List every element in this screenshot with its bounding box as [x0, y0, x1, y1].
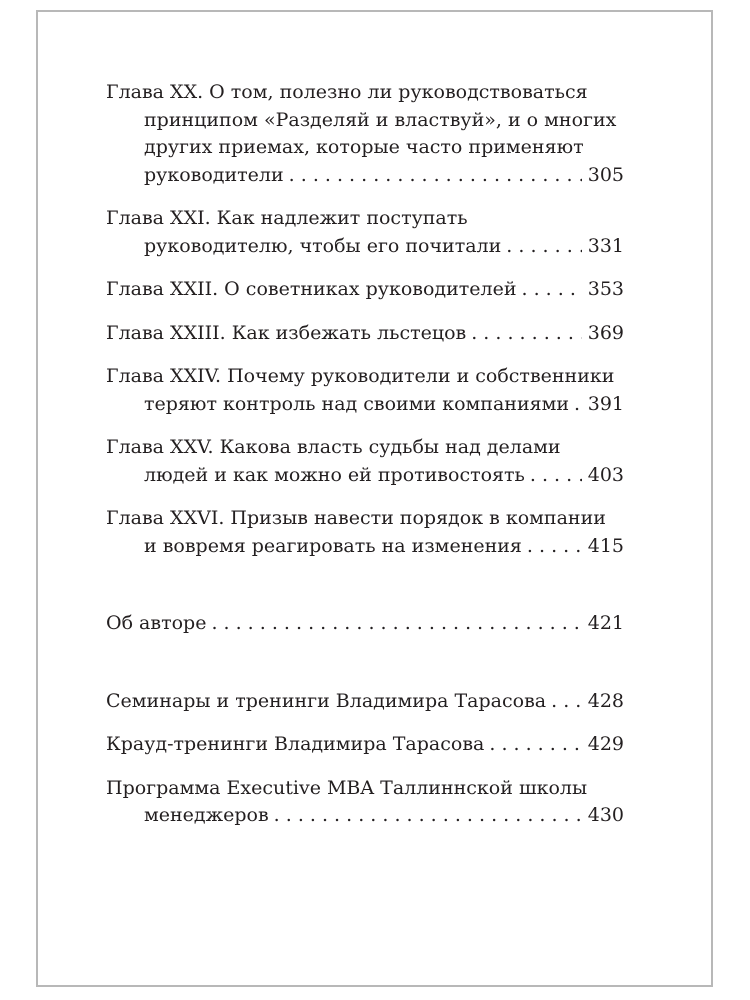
toc-page-number: 305 [587, 163, 624, 186]
toc-entry-leader-line [106, 731, 624, 759]
toc-page-number: 415 [587, 534, 624, 557]
toc-entry-title-line: Глава XXVI. Призыв навести порядок в компании [106, 507, 606, 529]
toc-entry-about-author[interactable] [106, 610, 624, 638]
toc-entry-leader-line [106, 233, 624, 261]
toc-entry-title-line: Глава XXIII. Как избежать льстецов [106, 321, 467, 344]
toc-entry-title-line: теряют контроль над своими компаниями [144, 392, 570, 415]
toc-page-number: 428 [587, 689, 624, 712]
toc-page-number: 421 [587, 612, 624, 634]
toc-entry-chapter-22[interactable] [106, 276, 624, 304]
dot-leader [574, 391, 582, 419]
toc-entry-leader-line [106, 533, 624, 561]
toc-page-number: 353 [587, 278, 624, 300]
toc-entry-title-line: Семинары и тренинги Владимира Тарасова [106, 689, 547, 712]
toc-entry-title-line: Глава XXI. Как надлежит поступать [106, 207, 468, 229]
toc-entry-leader-line [106, 162, 624, 190]
toc-entry-chapter-26[interactable] [106, 505, 624, 560]
toc-entry-executive-mba[interactable] [106, 775, 624, 830]
dot-leader [551, 688, 582, 716]
toc-entry-title-line: Глава XXIV. Почему руководители и собственники [106, 365, 615, 387]
toc-entry-leader-line [106, 688, 624, 716]
toc-entry-chapter-25[interactable] [106, 434, 624, 489]
toc-entry-title-line: руководители [144, 163, 284, 186]
dot-leader [471, 320, 582, 348]
toc-entry-chapter-23[interactable] [106, 320, 624, 348]
toc-entry-title-line: Глава XXII. О советниках руководителей [106, 278, 517, 300]
toc-entry-leader-line [106, 802, 624, 830]
toc-entry-chapter-20[interactable] [106, 79, 624, 189]
dot-leader [289, 162, 582, 190]
toc-entry-leader-line [106, 276, 624, 304]
toc-entry-leader-line [106, 391, 624, 419]
toc-page-number: 429 [587, 733, 624, 755]
toc-entry-chapter-21[interactable] [106, 205, 624, 260]
toc-entry-title-line: Об авторе [106, 612, 207, 634]
toc-entry-title-line: менеджеров [144, 804, 269, 826]
toc-entry-title-line: принципом «Разделяй и властвуй», и о многих [144, 108, 617, 131]
toc-entry-seminars[interactable] [106, 688, 624, 716]
dot-leader [506, 233, 581, 261]
toc-entry-title-line: других приемах, которые часто применяют [144, 136, 584, 158]
toc-page-number: 391 [587, 392, 624, 415]
table-of-contents [106, 79, 624, 830]
toc-page-number: 331 [587, 234, 624, 257]
toc-page-number: 369 [587, 321, 624, 344]
dot-leader [522, 276, 582, 304]
toc-entry-crowd-trainings[interactable] [106, 731, 624, 759]
toc-entry-title-line: и вовремя реагировать на изменения [144, 534, 522, 557]
dot-leader [274, 802, 582, 830]
toc-page-number: 430 [587, 804, 624, 826]
toc-entry-leader-line [106, 320, 624, 348]
toc-entry-chapter-24[interactable] [106, 363, 624, 418]
dot-leader [211, 610, 581, 638]
toc-entry-title-line: Глава XX. О том, полезно ли руководствоваться [106, 81, 588, 103]
dot-leader [489, 731, 581, 759]
toc-entry-leader-line [106, 462, 624, 490]
toc-entry-title-line: людей и как можно ей противостоять [144, 463, 525, 486]
toc-entry-title-line: Крауд-тренинги Владимира Тарасова [106, 733, 485, 755]
toc-entry-title-line: Глава XXV. Какова власть судьбы над делами [106, 436, 561, 458]
toc-entry-title-line: руководителю, чтобы его почитали [144, 234, 502, 257]
dot-leader [530, 462, 582, 490]
toc-page-number: 403 [587, 463, 624, 486]
toc-entry-leader-line [106, 610, 624, 638]
dot-leader [527, 533, 582, 561]
toc-entry-title-line: Программа Executive MBA Таллиннской школы [106, 776, 588, 799]
